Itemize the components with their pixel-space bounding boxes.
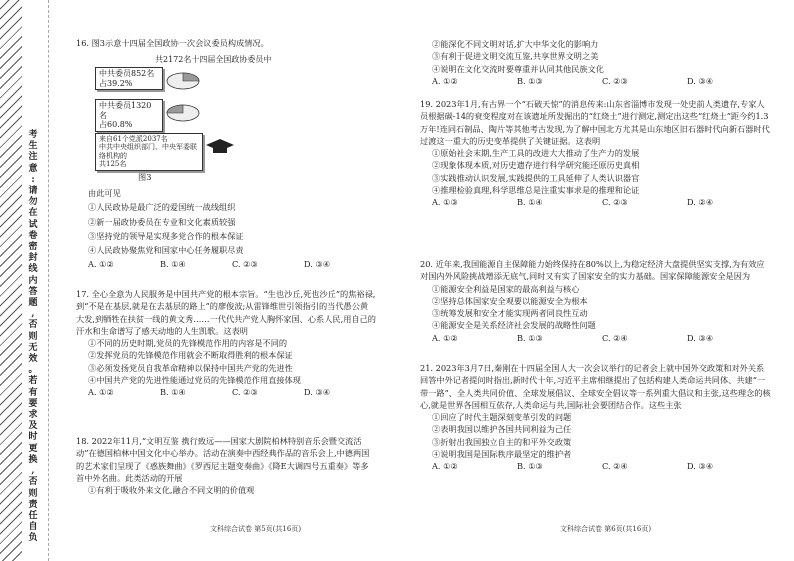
question-16	[76, 38, 376, 48]
q19-option-1: ①原始社会末期,生产工具的改进大大推动了生产力的发展	[432, 148, 640, 159]
question-21	[420, 362, 772, 473]
binding-char: 负	[28, 533, 38, 544]
question-18-continued	[432, 38, 772, 87]
q20-option-1: ①能源安全利益是国家的最高利益与核心	[432, 283, 580, 294]
footer-left: 文科综合试卷 第5页(共16页)	[210, 525, 302, 533]
question-19	[420, 98, 772, 209]
binding-char: ,	[31, 309, 35, 320]
q17-option-1: ①不同的历史时期,党员的先锋模范作用的内容是不同的	[88, 338, 288, 349]
q17-choice-d[interactable]: D. ③④	[304, 387, 331, 398]
binding-char: 内	[28, 275, 38, 286]
q18-choice-b[interactable]: B. ①③	[517, 75, 543, 86]
q18-choice-c[interactable]: C. ②③	[602, 75, 628, 86]
q21-option-2: ②表明我国以维护各国共同利益为己任	[432, 424, 572, 435]
figure-box-3	[95, 133, 203, 171]
q17-stem: 17. 全心全意为人民服务是中国共产党的根本宗旨。“生也沙丘,死也沙丘”的焦裕禄,到“不是在基层,就是在去基层的路上”的廖俊波;从雷锋维世引领指引的当代愚公黄大发,到牺牲在扶贫一线的黄文秀……一代代共产党人胸怀家国、心系人民,用自己的汗水和生命谱写了感天动地的人生凯歌。这表明	[76, 289, 376, 336]
q21-option-3: ③折射出我国独立自主的和平外交政策	[432, 436, 572, 447]
binding-char: 考	[28, 130, 38, 140]
q19-choice-a[interactable]: A. ①③	[432, 197, 458, 208]
figure-box3-line2: 中共中央组织部门、中央军委联络机构的	[99, 143, 197, 160]
figure-box3-line3: 共125名	[99, 160, 127, 169]
figure-box-1	[95, 67, 163, 90]
binding-char: 勿	[28, 197, 38, 208]
q19-option-4: ④推理检验真理,科学思维总是注重实事求是的推理和论证	[432, 185, 640, 196]
seal-line	[48, 0, 49, 561]
q21-choice-b[interactable]: B. ①③	[517, 461, 543, 472]
q18-choice-a[interactable]: A. ①②	[432, 75, 458, 86]
binding-char: 在	[28, 208, 38, 219]
binding-char: 要	[28, 398, 38, 409]
q19-choice-c[interactable]: C. ②③	[602, 197, 628, 208]
q19-option-3: ③实践推动认识发展,实践提供的工具延伸了人类认识器官	[432, 172, 640, 183]
q18-option-1: ①有利于吸收外来文化,融合不同文明的价值观	[88, 485, 255, 496]
figure-3	[95, 55, 305, 170]
figure-title: 共2172名十四届全国政协委员中	[155, 55, 272, 64]
q21-stem: 21. 2023年3月7日,秦刚在十四届全国人大一次会议举行的记者会上就中国外交政策和对外关系回答中外记者提问时指出,新时代十年,习近平主席相继提出了包括构建人类命运共同体、共建“一带一路”、全人类共同价值、全球发展倡议、全球安全倡议等一系列重大倡议和主张,这些理念的核心,就是世界各国相互依存,人类命运与共,国际社会要团结合作。这些主张	[420, 363, 771, 410]
q17-choice-b[interactable]: B. ①④	[160, 387, 186, 398]
q16-option-2: ②新一届政协委员在专业和文化素质较强	[88, 216, 236, 227]
q19-option-2: ②现象体现本质,对历史遗存进行科学研究能还原历史真相	[432, 160, 640, 171]
q19-choice-b[interactable]: B. ①④	[517, 197, 543, 208]
binding-char: 无	[28, 342, 38, 353]
q17-choice-a[interactable]: A. ①②	[88, 387, 114, 398]
q17-choices	[88, 386, 376, 398]
binding-char: 密	[28, 242, 38, 253]
binding-char: 时	[28, 432, 38, 443]
margin-hatch	[0, 0, 22, 561]
pie-chart-icon-2	[165, 101, 201, 123]
binding-notice	[26, 130, 40, 545]
q21-choices	[432, 460, 772, 472]
q21-option-1: ①回应了时代主题深刻变革引发的问题	[432, 412, 572, 423]
binding-char: 题	[28, 298, 38, 309]
binding-char: 线	[28, 264, 38, 275]
q21-choice-d[interactable]: D. ③④	[687, 461, 714, 472]
q18-choice-d[interactable]: D. ③④	[687, 75, 714, 86]
binding-char: 则	[28, 488, 38, 499]
q20-option-3: ③统筹发展和安全才能实现两者同良性互动	[432, 308, 588, 319]
binding-char: 若	[28, 376, 38, 387]
q18-option-4: ④说明在文化交流时要尊重并认同其他民族文化	[432, 63, 604, 74]
q16-option-3: ③坚持党的领导是实现多党合作的根本保证	[88, 230, 244, 241]
question-18	[76, 435, 376, 496]
q16-choice-b[interactable]: B. ①④	[160, 259, 186, 270]
graduation-cap-icon	[205, 137, 235, 157]
q16-choice-d[interactable]: D. ③④	[304, 259, 331, 270]
binding-char: 有	[28, 387, 38, 398]
q17-option-2: ②发挥党员的先锋模范作用就会不断取得胜利的根本保证	[88, 350, 293, 361]
binding-char: 意	[28, 163, 38, 174]
binding-char: 更	[28, 443, 38, 454]
q18-choices	[432, 75, 772, 87]
binding-char: 求	[28, 410, 38, 421]
figure-box1-line1: 中共委员852名	[99, 69, 155, 78]
q21-choice-c[interactable]: C. ②④	[602, 461, 628, 472]
figure-caption: 图3	[138, 172, 152, 182]
binding-char: 效	[28, 354, 38, 365]
q16-choice-a[interactable]: A. ①②	[88, 259, 114, 270]
q18-option-2: ②能深化不同文明对话,扩大中华文化的影响力	[432, 39, 599, 49]
binding-char: 答	[28, 286, 38, 297]
binding-char: 否	[28, 477, 38, 488]
figure-box3-line1: 来自61个党派2037名	[99, 135, 168, 143]
binding-char: 生	[28, 141, 38, 152]
q16-stem: 16. 图3示意十四届全国政协一次会议委员构成情况。	[76, 38, 269, 48]
binding-char: 换	[28, 454, 38, 465]
q20-option-4: ④能源安全是关系经济社会发展的战略性问题	[432, 320, 596, 331]
q21-choice-a[interactable]: A. ①②	[432, 461, 458, 472]
q16-choice-c[interactable]: C. ②③	[232, 259, 258, 270]
figure-box2-line2: 占60.8%	[99, 120, 133, 130]
binding-char: 自	[28, 522, 38, 533]
q20-stem: 20. 近年来,我国能源自主保障能力始终保持在80%以上,为稳定经济大盘提供坚实支撑,为有效应对国内外风险挑战增添无底气,同时又有实了国家安全的实力基础。国家保障能源安全是因为	[420, 259, 765, 282]
q20-option-2: ②坚持总体国家安全观要以能源安全为根本	[432, 295, 588, 306]
binding-char: 否	[28, 320, 38, 331]
q18-option-3: ③有利于促进文明交流互鉴,共享世界文明之美	[432, 51, 599, 62]
binding-char: ,	[31, 466, 35, 477]
q20-choice-d[interactable]: D. ③④	[687, 332, 714, 343]
q20-choice-c[interactable]: C. ②④	[602, 332, 628, 343]
q18-stem: 18. 2022年11月,“文明互鉴 携行致远——国家大剧院柏林特别音乐会暨交流活动”在德国柏林中国文化中心举办。活动在演奏中西经典作品的音乐会上,中德两国的艺术家们呈现了《惑族舞曲》《罗西尼主题变奏曲》《降E大调四号五重奏》等多首中外名曲。此类活动的开展	[76, 436, 370, 483]
left-column	[76, 38, 376, 48]
q20-choices	[432, 332, 772, 344]
q20-choice-b[interactable]: B. ①③	[517, 332, 543, 343]
figure-box1-line2: 占39.2%	[99, 78, 133, 88]
question-20	[420, 258, 772, 344]
binding-char: 注	[28, 152, 38, 163]
q17-option-4: ④中国共产党的先进性能通过党员的先锋模范作用直接体现	[88, 375, 301, 386]
question-17	[76, 288, 376, 399]
binding-char: 则	[28, 331, 38, 342]
q16-lead: 由此可见	[88, 188, 121, 198]
q21-option-4: ④说明我国是国际秩序最坚定的维护者	[432, 449, 572, 460]
q19-choices	[432, 196, 772, 208]
q16-body	[88, 188, 376, 270]
q16-option-1: ①人民政协是最广泛的爱国统一战线组织	[88, 202, 236, 213]
binding-char: 封	[28, 253, 38, 264]
q17-option-3: ③必须发扬党员自我革命精神以保持中国共产党的先进性	[88, 362, 293, 373]
q19-choice-d[interactable]: D. ②④	[687, 197, 714, 208]
binding-char: 卷	[28, 230, 38, 241]
footer-right: 文科综合试卷 第6页(共16页)	[560, 525, 652, 533]
binding-char: 试	[28, 219, 38, 230]
figure-box-2	[95, 99, 163, 132]
q20-choice-a[interactable]: A. ①②	[432, 332, 458, 343]
q16-option-4: ④人民政协聚焦党和国家中心任务履职尽责	[88, 245, 244, 255]
figure-box2-line1: 中共委员1320名	[99, 101, 152, 120]
q19-stem: 19. 2023年1月,有古界一个“石破天惊”的消息传来:山东省淄博市发现一处史前人类遗存,专家人员根据碳-14的衰变程度对在该遗址所发掘出的“红烧土”进行测定,测定出这些“红烧土”距今约1.3万年!连同石制品、陶片等其他考古发现,为了解中国北方尤其是山东地区旧石器时代向新石器时代过渡这一重大的历史变革提供了关键证据。这表明	[420, 99, 770, 146]
binding-char: 及	[28, 421, 38, 432]
pie-chart-icon	[165, 69, 201, 91]
q16-choices	[88, 259, 376, 269]
binding-char: 。	[28, 365, 38, 376]
binding-char: :	[31, 174, 35, 185]
binding-char: 责	[28, 499, 38, 510]
q17-choice-c[interactable]: C. ②③	[232, 387, 258, 398]
binding-char: 请	[28, 186, 38, 197]
binding-char: 任	[28, 510, 38, 521]
